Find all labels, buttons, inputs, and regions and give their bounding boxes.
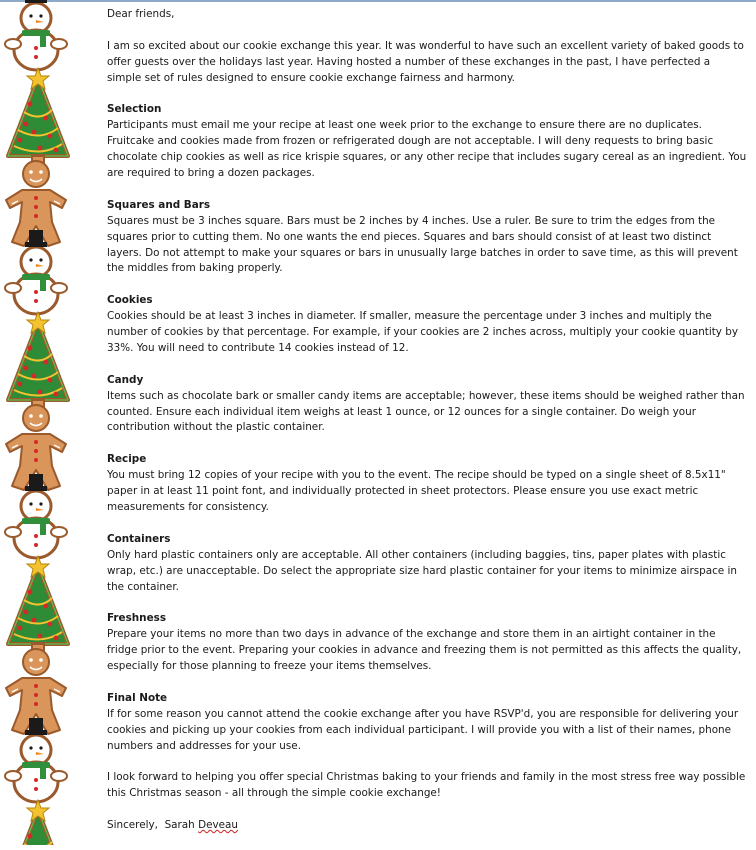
section-candy — [107, 373, 747, 437]
section-body: Participants must email me your recipe at least one week prior to the exchange to ensure there are no duplicates. Fruitcake and cookies made from frozen or refrigerated dough are not acceptable. I will deny requests to bring basic chocolate chip cookies as well as rice krispie squares, or any other recipe that includes sugary cereal as an ingredient. You are required to bring a dozen packages. — [107, 119, 747, 180]
section-heading: Containers — [107, 532, 171, 545]
greeting: Dear friends, — [107, 8, 175, 20]
signer-first-name: Sarah — [164, 819, 195, 832]
section-body: Only hard plastic containers only are acceptable. All other containers (including baggies, tins, paper plates with plastic wrap, etc.) are unacceptable. Do select the appropriate size hard plastic container for your items to minimize airspace in the container. — [107, 548, 737, 593]
section-recipe — [107, 452, 747, 516]
section-final-note — [107, 691, 747, 755]
christmas-tree-cookie-icon — [8, 556, 68, 654]
window-top-rule — [0, 0, 756, 2]
section-body: Squares must be 3 inches square. Bars must be 2 inches by 4 inches. Use a ruler. Be sure to trim the edges from the squares prior to cutting them. No one wants the end pieces. Squares and bars should consist of at least two distinct layers. Do not attempt to make your squares or bars in unusually large batches in order to save time, as this will prevent the middles from baking properly. — [107, 214, 738, 275]
closing-paragraph: I look forward to helping you offer special Christmas baking to your friends and family in the most stress free way possible this Christmas season - all through the simple cookie exchange! — [107, 771, 746, 800]
section-body: You must bring 12 copies of your recipe with you to the event. The recipe should be typed on a single sheet of 8.5x11" paper in at least 11 point font, and individually protected in sheet protectors. Please ensure you use exact metric measurements for consistency. — [107, 469, 726, 513]
section-heading: Cookies — [107, 294, 153, 307]
signature-line — [107, 818, 747, 834]
section-freshness — [107, 611, 747, 675]
section-body: Cookies should be at least 3 inches in diameter. If smaller, measure the percentage under 3 inches and multiply the number of cookies by that percentage. For example, if your cookies are 2 inches across, multiply your cookie quantity by 33%. You will need to contribute 14 cookies instead of 12. — [107, 310, 739, 354]
section-squares-and-bars — [107, 198, 747, 278]
cookie-border-art — [0, 0, 80, 845]
section-heading: Recipe — [107, 453, 147, 466]
letter-document — [107, 7, 747, 850]
section-body: If for some reason you cannot attend the cookie exchange after you have RSVP'd, you are responsible for delivering your cookies and picking up your cookies from each individual participant. I will provide you with a list of their names, phone numbers and addresses for your use. — [107, 707, 739, 752]
section-body: Prepare your items no more than two days in advance of the exchange and store them in an airtight container in the fridge prior to the event. Preparing your cookies in advance and freezing them is not permitted as this affects the quality, especially for those planning to freeze your items themselves. — [107, 628, 742, 673]
section-heading: Candy — [107, 373, 144, 386]
christmas-tree-cookie-icon — [8, 68, 68, 166]
section-heading: Final Note — [107, 691, 168, 704]
christmas-cookie-border — [0, 0, 80, 845]
christmas-tree-cookie-icon — [8, 312, 68, 410]
section-body: Items such as chocolate bark or smaller candy items are acceptable; however, these items should be weighed rather than counted. Ensure each individual item weighs at least 1 ounce, or 12 ounces for a single container. Do weigh your contribution without the plastic container. — [107, 389, 745, 434]
section-cookies — [107, 293, 747, 357]
section-heading: Squares and Bars — [107, 198, 211, 211]
signoff: Sincerely, — [107, 819, 158, 832]
snowman-cookie-icon — [5, 0, 67, 70]
intro-paragraph: I am so excited about our cookie exchange this year. It was wonderful to have such an excellent variety of baked goods to offer guests over the holidays last year. Having hosted a number of these exchanges in the past, I have perfected a simple set of rules designed to ensure cookie exchange fairness and harmony. — [107, 39, 744, 84]
section-heading: Selection — [107, 103, 162, 116]
christmas-tree-cookie-icon — [8, 800, 68, 845]
section-containers — [107, 532, 747, 596]
signer-last-name: Deveau — [198, 819, 238, 832]
section-heading: Freshness — [107, 612, 166, 625]
section-selection — [107, 102, 747, 182]
